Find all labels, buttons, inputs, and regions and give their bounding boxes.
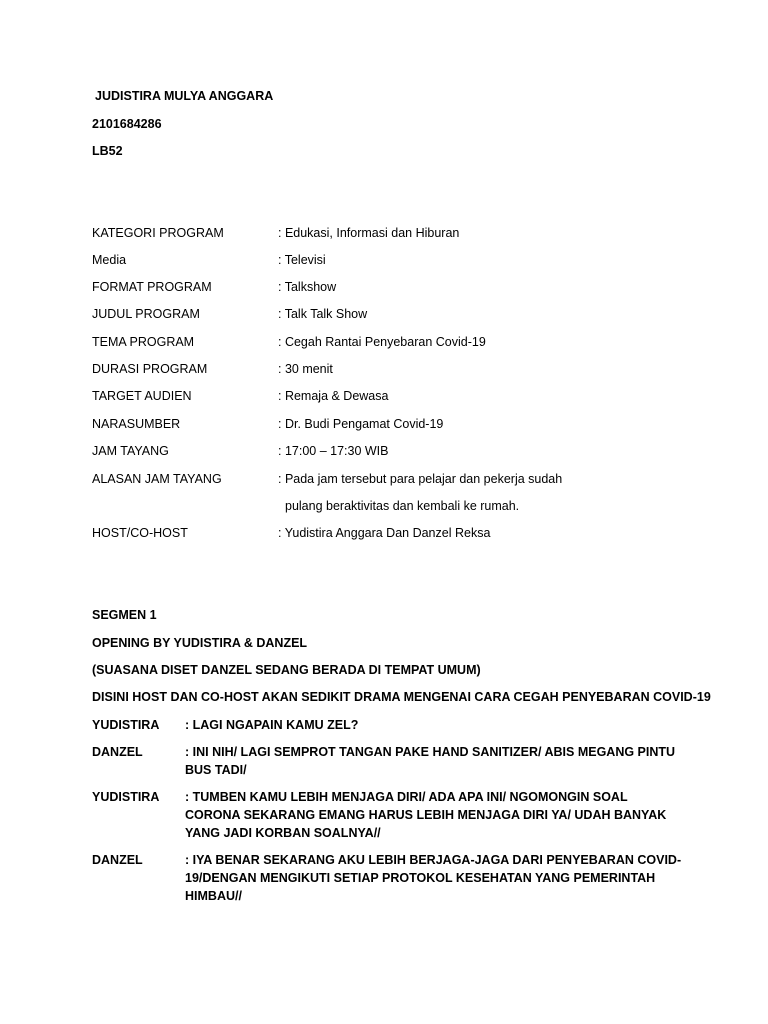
prop-label-jam: JAM TAYANG xyxy=(92,444,169,458)
dialogue-text: : TUMBEN KAMU LEBIH MENJAGA DIRI/ ADA APA INI/ NGOMONGIN SOAL CORONA SEKARANG EMANG HARUS LEBIH MENJAGA DIRI YA/ UDAH BANYAK YANG JADI KORBAN SOALNYA// xyxy=(185,790,667,840)
prop-label-media: Media xyxy=(92,253,127,267)
prop-value-tema: : Cegah Rantai Penyebaran Covid-19 xyxy=(278,335,486,349)
segment-description: DISINI HOST DAN CO-HOST AKAN SEDIKIT DRAMA MENGENAI CARA CEGAH PENYEBARAN COVID-19 xyxy=(92,690,711,704)
prop-value-durasi: : 30 menit xyxy=(278,362,333,376)
dialogue-speaker: DANZEL xyxy=(92,745,143,759)
dialogue-text: : IYA BENAR SEKARANG AKU LEBIH BERJAGA-JAGA DARI PENYEBARAN COVID-19/DENGAN MENGIKUTI SETIAP PROTOKOL KESEHATAN YANG PEMERINTAH HIMBAU// xyxy=(185,853,682,903)
segment-opening: OPENING BY YUDISTIRA & DANZEL xyxy=(92,636,308,650)
prop-label-format: FORMAT PROGRAM xyxy=(92,280,212,294)
student-name: JUDISTIRA MULYA ANGGARA xyxy=(95,89,274,103)
dialogue-text: : LAGI NGAPAIN KAMU ZEL? xyxy=(185,718,359,732)
segment-title: SEGMEN 1 xyxy=(92,608,157,622)
class-code: LB52 xyxy=(92,144,123,158)
student-id: 2101684286 xyxy=(92,117,162,131)
prop-value-target: : Remaja & Dewasa xyxy=(278,389,389,403)
prop-label-host: HOST/CO-HOST xyxy=(92,526,188,540)
prop-label-target: TARGET AUDIEN xyxy=(92,389,192,403)
prop-value-media: : Televisi xyxy=(278,253,326,267)
prop-label-durasi: DURASI PROGRAM xyxy=(92,362,208,376)
dialogue-text: : INI NIH/ LAGI SEMPROT TANGAN PAKE HAND SANITIZER/ ABIS MEGANG PINTU BUS TADI/ xyxy=(185,745,676,777)
segment-setting: (SUASANA DISET DANZEL SEDANG BERADA DI TEMPAT UMUM) xyxy=(92,663,481,677)
prop-value-format: : Talkshow xyxy=(278,280,337,294)
prop-value-narasumber: : Dr. Budi Pengamat Covid-19 xyxy=(278,417,444,431)
prop-label-judul: JUDUL PROGRAM xyxy=(92,307,200,321)
prop-value-judul: : Talk Talk Show xyxy=(278,307,368,321)
prop-value-alasan-continuation: pulang beraktivitas dan kembali ke rumah. xyxy=(285,499,520,513)
dialogue-speaker: DANZEL xyxy=(92,853,143,867)
dialogue-speaker: YUDISTIRA xyxy=(92,718,160,732)
prop-value-host: : Yudistira Anggara Dan Danzel Reksa xyxy=(278,526,491,540)
prop-value-jam: : 17:00 – 17:30 WIB xyxy=(278,444,389,458)
prop-label-alasan: ALASAN JAM TAYANG xyxy=(92,472,222,486)
dialogue-speaker: YUDISTIRA xyxy=(92,790,160,804)
prop-label-narasumber: NARASUMBER xyxy=(92,417,181,431)
prop-value-alasan: : Pada jam tersebut para pelajar dan pekerja sudah xyxy=(278,472,563,486)
prop-label-kategori: KATEGORI PROGRAM xyxy=(92,226,224,240)
prop-label-tema: TEMA PROGRAM xyxy=(92,335,195,349)
prop-value-kategori: : Edukasi, Informasi dan Hiburan xyxy=(278,226,460,240)
